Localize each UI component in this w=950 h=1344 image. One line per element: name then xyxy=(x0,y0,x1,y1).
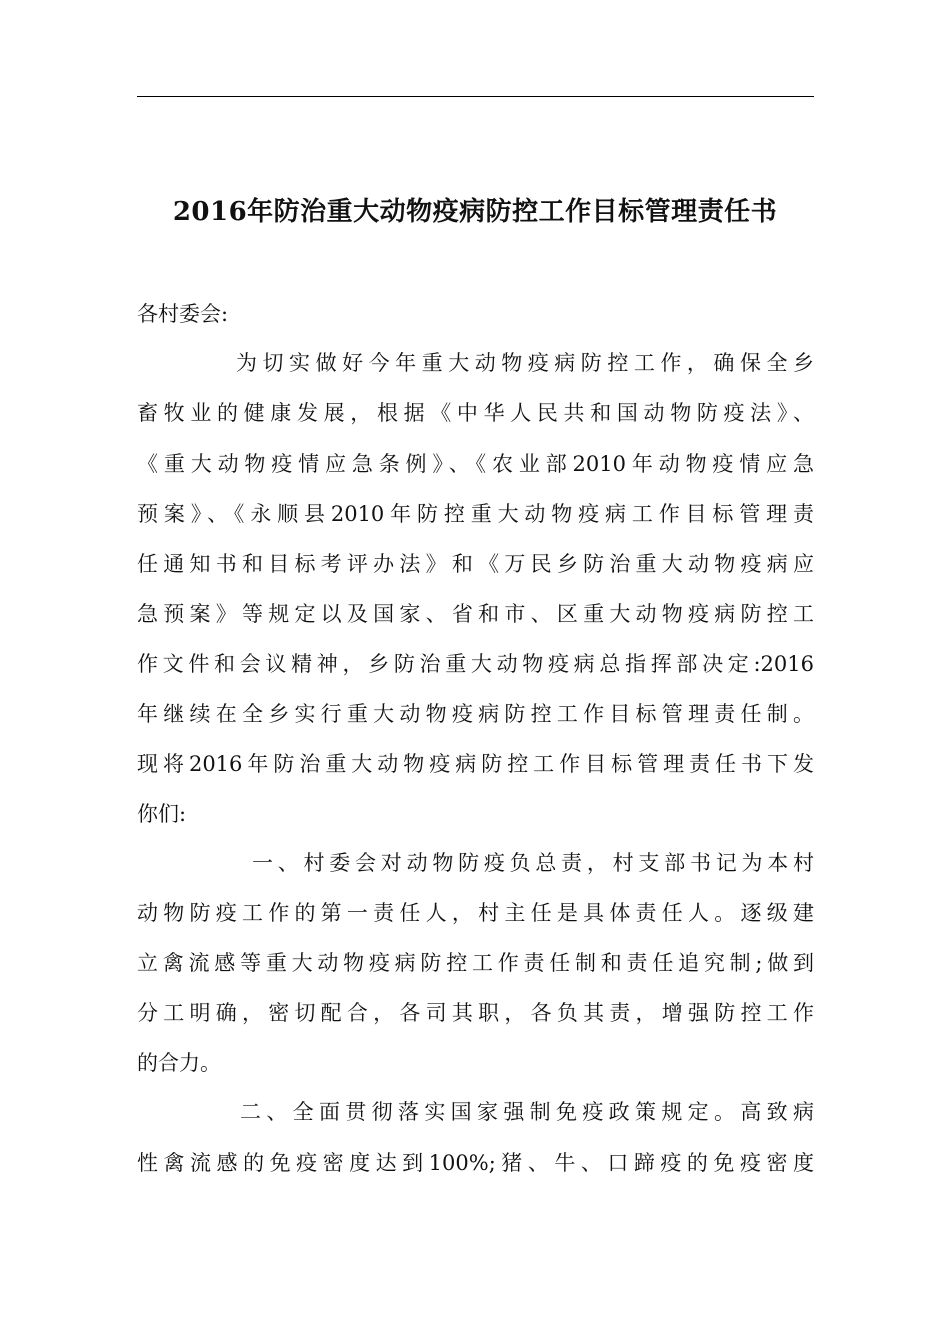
paragraph-1-line: 年继续在全乡实行重大动物疫病防控工作目标管理责任制。 xyxy=(137,702,814,726)
paragraph-2-line: 的合力。 xyxy=(137,1051,221,1075)
paragraph-2-line: 立禽流感等重大动物疫病防控工作责任制和责任追究制;做到 xyxy=(137,951,814,975)
paragraph-1-line: 任通知书和目标考评办法》和《万民乡防治重大动物疫病应 xyxy=(137,552,814,576)
header-rule xyxy=(137,96,814,97)
document-title: 2016年防治重大动物疫病防控工作目标管理责任书 xyxy=(172,197,778,227)
paragraph-3-line: 性禽流感的免疫密度达到100%;猪、牛、口蹄疫的免疫密度 xyxy=(137,1151,814,1175)
paragraph-1-line: 预案》、《永顺县2010年防控重大动物疫病工作目标管理责 xyxy=(137,502,814,526)
paragraph-1-line: 现将2016年防治重大动物疫病防控工作目标管理责任书下发 xyxy=(137,752,814,776)
paragraph-2-line: 动物防疫工作的第一责任人，村主任是具体责任人。逐级建 xyxy=(137,901,814,925)
paragraph-1-line: 《重大动物疫情应急条例》、《农业部2010年动物疫情应急 xyxy=(137,452,814,476)
paragraph-1-line: 畜牧业的健康发展，根据《中华人民共和国动物防疫法》、 xyxy=(137,401,814,425)
paragraph-3-line: 二、全面贯彻落实国家强制免疫政策规定。高致病 xyxy=(240,1100,814,1124)
paragraph-2-line: 一、村委会对动物防疫负总责，村支部书记为本村 xyxy=(252,851,814,875)
paragraph-1-line: 急预案》等规定以及国家、省和市、区重大动物疫病防控工 xyxy=(137,602,814,626)
salutation: 各村委会: xyxy=(137,302,229,326)
paragraph-1-line: 你们: xyxy=(137,802,187,826)
paragraph-1-line: 为切实做好今年重大动物疫病防控工作，确保全乡 xyxy=(236,351,814,375)
paragraph-1-line: 作文件和会议精神，乡防治重大动物疫病总指挥部决定:2016 xyxy=(137,652,814,676)
paragraph-2-line: 分工明确，密切配合，各司其职，各负其责，增强防控工作 xyxy=(137,1001,814,1025)
